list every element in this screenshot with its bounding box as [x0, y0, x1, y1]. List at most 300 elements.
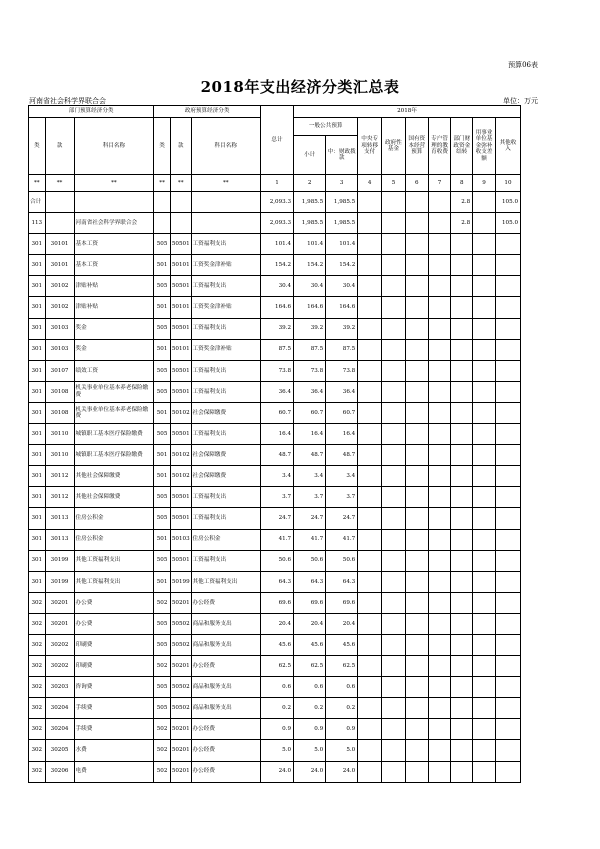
organization-name: 河南省社会科学界联合会 [29, 97, 106, 105]
cell-gov-kuan: 50502 [170, 677, 191, 698]
table-row [29, 402, 521, 423]
form-number: 预算06表 [508, 61, 538, 69]
cell-kuan: 30112 [45, 487, 74, 508]
cell-gov-subject-name: 工资福利支出 [191, 318, 260, 339]
cell-total: 164.6 [260, 297, 293, 318]
header-other-income: 其他收入 [495, 118, 520, 175]
cell-lei: 302 [29, 613, 46, 634]
cell-state-capital [405, 487, 428, 508]
table-row [29, 571, 521, 592]
cell-fiscal: 60.7 [326, 402, 358, 423]
cell-undertaking-fund [473, 276, 496, 297]
cell-other-income [495, 234, 520, 255]
cell-subtotal: 62.5 [294, 656, 326, 677]
cell-fiscal: 0.9 [326, 719, 358, 740]
cell-other-income [495, 677, 520, 698]
cell-special-fee [428, 487, 451, 508]
cell-state-capital [405, 255, 428, 276]
cell-undertaking-fund [473, 381, 496, 402]
cell-other-income [495, 339, 520, 360]
cell-gov-fund [382, 276, 406, 297]
cell-dept-balance [451, 360, 473, 381]
cell-total: 0.6 [260, 677, 293, 698]
cell-lei: 301 [29, 508, 46, 529]
cell-kuan: 30206 [45, 761, 74, 782]
cell-kuan: 30103 [45, 339, 74, 360]
cell-special-fee [428, 761, 451, 782]
cell-kuan: 30113 [45, 508, 74, 529]
cell-fiscal: 48.7 [326, 445, 358, 466]
cell-gov-fund [382, 634, 406, 655]
cell-gov-subject-name: 住房公积金 [191, 529, 260, 550]
cell-subtotal: 5.0 [294, 740, 326, 761]
cell-special-fee [428, 297, 451, 318]
cell-other-income [495, 255, 520, 276]
cell-kuan: 30101 [45, 234, 74, 255]
header-subtotal: 小计 [294, 136, 326, 175]
cell-undertaking-fund [473, 613, 496, 634]
cell-lei: 301 [29, 381, 46, 402]
cell-dept-balance [451, 613, 473, 634]
cell-gov-subject-name: 工资福利支出 [191, 234, 260, 255]
cell-dept-balance [451, 424, 473, 445]
cell-total: 62.5 [260, 656, 293, 677]
cell-undertaking-fund [473, 761, 496, 782]
cell-gov-fund [382, 656, 406, 677]
cell-other-income [495, 424, 520, 445]
cell-gov-fund [382, 740, 406, 761]
cell-gov-lei: 505 [154, 424, 171, 445]
cell-fiscal: 3.7 [326, 487, 358, 508]
cell-subject-name: 其他社会保障缴费 [74, 487, 154, 508]
cell-subtotal: 16.4 [294, 424, 326, 445]
cell-kuan [45, 192, 74, 213]
cell-kuan: 30110 [45, 445, 74, 466]
code-cell-undertaking-fund: 9 [473, 175, 496, 192]
cell-other-income [495, 740, 520, 761]
cell-subtotal: 20.4 [294, 613, 326, 634]
cell-gov-fund [382, 339, 406, 360]
cell-gov-subject-name: 办公经费 [191, 719, 260, 740]
cell-undertaking-fund [473, 402, 496, 423]
cell-subject-name: 印刷费 [74, 634, 154, 655]
table-row [29, 192, 521, 213]
cell-gov-kuan: 50103 [170, 529, 191, 550]
table-row [29, 360, 521, 381]
cell-gov-fund [382, 213, 406, 234]
code-cell-central-transfer: 4 [358, 175, 382, 192]
cell-state-capital [405, 761, 428, 782]
cell-other-income [495, 529, 520, 550]
cell-undertaking-fund [473, 719, 496, 740]
cell-other-income [495, 360, 520, 381]
cell-gov-kuan [170, 192, 191, 213]
cell-fiscal: 16.4 [326, 424, 358, 445]
cell-special-fee [428, 276, 451, 297]
code-cell-gov-lei: ** [154, 175, 171, 192]
cell-gov-kuan: 50501 [170, 508, 191, 529]
cell-gov-subject-name: 办公经费 [191, 761, 260, 782]
cell-gov-fund [382, 613, 406, 634]
cell-special-fee [428, 529, 451, 550]
cell-other-income [495, 634, 520, 655]
cell-undertaking-fund [473, 740, 496, 761]
cell-gov-lei: 501 [154, 466, 171, 487]
cell-central-transfer [358, 466, 382, 487]
cell-subject-name: 办公费 [74, 613, 154, 634]
cell-gov-subject-name [191, 213, 260, 234]
cell-lei: 301 [29, 318, 46, 339]
cell-central-transfer [358, 634, 382, 655]
cell-central-transfer [358, 656, 382, 677]
cell-dept-balance [451, 677, 473, 698]
cell-special-fee [428, 192, 451, 213]
cell-total: 101.4 [260, 234, 293, 255]
header-year: 2018年 [294, 106, 521, 118]
cell-total: 24.7 [260, 508, 293, 529]
cell-special-fee [428, 550, 451, 571]
cell-undertaking-fund [473, 192, 496, 213]
cell-central-transfer [358, 255, 382, 276]
cell-state-capital [405, 276, 428, 297]
cell-gov-kuan: 50102 [170, 445, 191, 466]
table-row [29, 592, 521, 613]
cell-fiscal: 101.4 [326, 234, 358, 255]
cell-subtotal: 87.5 [294, 339, 326, 360]
cell-other-income [495, 508, 520, 529]
cell-gov-lei: 505 [154, 276, 171, 297]
cell-subtotal: 24.0 [294, 761, 326, 782]
cell-gov-fund [382, 698, 406, 719]
cell-fiscal: 24.0 [326, 761, 358, 782]
code-cell-subject-name: ** [74, 175, 154, 192]
cell-gov-kuan: 50501 [170, 487, 191, 508]
cell-state-capital [405, 677, 428, 698]
cell-other-income [495, 445, 520, 466]
cell-other-income [495, 761, 520, 782]
cell-lei: 302 [29, 761, 46, 782]
cell-gov-fund [382, 571, 406, 592]
cell-gov-fund [382, 360, 406, 381]
cell-kuan: 30108 [45, 381, 74, 402]
cell-gov-fund [382, 318, 406, 339]
cell-gov-kuan: 50502 [170, 634, 191, 655]
cell-gov-fund [382, 255, 406, 276]
cell-lei: 301 [29, 402, 46, 423]
header-general-budget: 一般公共预算 [294, 118, 358, 136]
cell-gov-fund [382, 487, 406, 508]
cell-special-fee [428, 255, 451, 276]
cell-total: 2,093.3 [260, 192, 293, 213]
cell-dept-balance [451, 761, 473, 782]
cell-undertaking-fund [473, 318, 496, 339]
cell-kuan: 30202 [45, 634, 74, 655]
cell-undertaking-fund [473, 592, 496, 613]
cell-subject-name: 其他社会保障缴费 [74, 466, 154, 487]
cell-gov-kuan: 50501 [170, 381, 191, 402]
cell-gov-lei: 501 [154, 402, 171, 423]
cell-central-transfer [358, 381, 382, 402]
header-lei: 类 [29, 118, 46, 175]
cell-lei: 302 [29, 592, 46, 613]
cell-lei: 301 [29, 571, 46, 592]
cell-dept-balance [451, 445, 473, 466]
cell-total: 48.7 [260, 445, 293, 466]
cell-other-income [495, 550, 520, 571]
cell-gov-kuan: 50101 [170, 297, 191, 318]
cell-central-transfer [358, 402, 382, 423]
cell-subtotal: 45.6 [294, 634, 326, 655]
cell-gov-kuan: 50201 [170, 719, 191, 740]
cell-state-capital [405, 592, 428, 613]
cell-gov-lei: 501 [154, 571, 171, 592]
cell-gov-kuan: 50102 [170, 466, 191, 487]
cell-fiscal: 164.6 [326, 297, 358, 318]
cell-undertaking-fund [473, 571, 496, 592]
cell-lei: 301 [29, 424, 46, 445]
cell-gov-lei: 505 [154, 613, 171, 634]
cell-fiscal: 1,985.5 [326, 213, 358, 234]
cell-subject-name: 基本工资 [74, 255, 154, 276]
header-dept-balance: 部门财政资金结转 [451, 118, 473, 175]
cell-lei: 113 [29, 213, 46, 234]
cell-other-income [495, 656, 520, 677]
cell-subject-name: 城镇职工基本医疗保险缴费 [74, 445, 154, 466]
cell-gov-lei: 505 [154, 360, 171, 381]
cell-undertaking-fund [473, 339, 496, 360]
cell-gov-kuan: 50501 [170, 550, 191, 571]
header-state-capital: 国有资本经营预算 [405, 118, 428, 175]
cell-special-fee [428, 339, 451, 360]
cell-other-income [495, 613, 520, 634]
cell-dept-balance [451, 592, 473, 613]
cell-total: 24.0 [260, 761, 293, 782]
header-dept-class: 部门预算经济分类 [29, 106, 154, 118]
cell-fiscal: 73.8 [326, 360, 358, 381]
cell-fiscal: 62.5 [326, 656, 358, 677]
cell-undertaking-fund [473, 529, 496, 550]
cell-subject-name: 城镇职工基本医疗保险缴费 [74, 424, 154, 445]
cell-other-income: 105.0 [495, 213, 520, 234]
cell-subtotal: 41.7 [294, 529, 326, 550]
cell-subtotal: 3.4 [294, 466, 326, 487]
cell-state-capital [405, 234, 428, 255]
table-row [29, 529, 521, 550]
header-subject-name: 科目名称 [74, 118, 154, 175]
cell-gov-subject-name: 商品和服务支出 [191, 634, 260, 655]
table-row [29, 656, 521, 677]
cell-total: 20.4 [260, 613, 293, 634]
header-gov-class: 政府预算经济分类 [154, 106, 261, 118]
cell-gov-subject-name: 工资福利支出 [191, 550, 260, 571]
table-row [29, 424, 521, 445]
cell-lei: 302 [29, 677, 46, 698]
cell-central-transfer [358, 339, 382, 360]
table-row [29, 508, 521, 529]
cell-gov-fund [382, 381, 406, 402]
cell-total: 60.7 [260, 402, 293, 423]
cell-lei: 合计 [29, 192, 46, 213]
cell-state-capital [405, 740, 428, 761]
cell-undertaking-fund [473, 677, 496, 698]
cell-central-transfer [358, 719, 382, 740]
cell-dept-balance [451, 571, 473, 592]
table-row [29, 445, 521, 466]
cell-gov-lei: 505 [154, 677, 171, 698]
cell-gov-fund [382, 719, 406, 740]
cell-lei: 302 [29, 740, 46, 761]
cell-other-income [495, 487, 520, 508]
cell-gov-fund [382, 297, 406, 318]
cell-subtotal: 24.7 [294, 508, 326, 529]
cell-subtotal: 1,985.5 [294, 213, 326, 234]
cell-subtotal: 101.4 [294, 234, 326, 255]
cell-subject-name: 机关事业单位基本养老保险缴费 [74, 381, 154, 402]
cell-dept-balance [451, 529, 473, 550]
cell-lei: 301 [29, 360, 46, 381]
cell-gov-subject-name: 社会保障缴费 [191, 445, 260, 466]
cell-other-income [495, 719, 520, 740]
cell-special-fee [428, 234, 451, 255]
cell-central-transfer [358, 592, 382, 613]
cell-subject-name: 电费 [74, 761, 154, 782]
cell-gov-kuan: 50201 [170, 656, 191, 677]
cell-gov-kuan: 50501 [170, 276, 191, 297]
cell-gov-lei: 501 [154, 339, 171, 360]
cell-central-transfer [358, 508, 382, 529]
cell-kuan: 30199 [45, 550, 74, 571]
cell-total: 36.4 [260, 381, 293, 402]
cell-total: 2,093.3 [260, 213, 293, 234]
cell-state-capital [405, 466, 428, 487]
cell-kuan: 30101 [45, 255, 74, 276]
cell-subject-name: 其他工资福利支出 [74, 550, 154, 571]
cell-subtotal: 1,985.5 [294, 192, 326, 213]
cell-other-income [495, 466, 520, 487]
cell-total: 73.8 [260, 360, 293, 381]
cell-state-capital [405, 381, 428, 402]
cell-fiscal: 39.2 [326, 318, 358, 339]
cell-gov-subject-name: 工资奖金津补贴 [191, 339, 260, 360]
cell-lei: 301 [29, 529, 46, 550]
cell-gov-subject-name: 工资奖金津补贴 [191, 297, 260, 318]
cell-fiscal: 45.6 [326, 634, 358, 655]
code-cell-other-income: 10 [495, 175, 520, 192]
cell-other-income [495, 381, 520, 402]
cell-kuan: 30107 [45, 360, 74, 381]
cell-gov-lei: 505 [154, 234, 171, 255]
cell-central-transfer [358, 761, 382, 782]
cell-central-transfer [358, 297, 382, 318]
cell-dept-balance [451, 656, 473, 677]
header-total: 总计 [260, 106, 293, 175]
cell-dept-balance [451, 276, 473, 297]
cell-gov-lei: 501 [154, 529, 171, 550]
cell-gov-kuan: 50201 [170, 740, 191, 761]
table-row [29, 698, 521, 719]
cell-total: 64.3 [260, 571, 293, 592]
code-cell-state-capital: 6 [405, 175, 428, 192]
cell-fiscal: 24.7 [326, 508, 358, 529]
cell-gov-lei: 505 [154, 381, 171, 402]
cell-gov-subject-name: 商品和服务支出 [191, 698, 260, 719]
cell-total: 5.0 [260, 740, 293, 761]
cell-subject-name: 基本工资 [74, 234, 154, 255]
cell-gov-lei: 502 [154, 592, 171, 613]
unit-label: 单位：万元 [503, 97, 538, 105]
cell-undertaking-fund [473, 234, 496, 255]
cell-state-capital [405, 698, 428, 719]
cell-total: 3.7 [260, 487, 293, 508]
header-gov-fund: 政府性基金 [382, 118, 406, 175]
cell-gov-subject-name: 工资奖金津补贴 [191, 255, 260, 276]
cell-subject-name: 手续费 [74, 719, 154, 740]
cell-gov-kuan: 50502 [170, 698, 191, 719]
cell-subtotal: 69.6 [294, 592, 326, 613]
cell-dept-balance [451, 402, 473, 423]
table-row [29, 719, 521, 740]
code-cell-special-fee: 7 [428, 175, 451, 192]
page-title: 2018年支出经济分类汇总表 [200, 78, 400, 96]
cell-special-fee [428, 402, 451, 423]
cell-gov-kuan: 50501 [170, 318, 191, 339]
cell-gov-kuan: 50201 [170, 761, 191, 782]
cell-lei: 301 [29, 445, 46, 466]
cell-central-transfer [358, 276, 382, 297]
cell-special-fee [428, 571, 451, 592]
cell-gov-fund [382, 466, 406, 487]
cell-total: 87.5 [260, 339, 293, 360]
cell-other-income [495, 698, 520, 719]
cell-subject-name: 绩效工资 [74, 360, 154, 381]
table-row [29, 613, 521, 634]
cell-special-fee [428, 213, 451, 234]
cell-undertaking-fund [473, 445, 496, 466]
cell-dept-balance [451, 255, 473, 276]
cell-undertaking-fund [473, 487, 496, 508]
cell-other-income [495, 402, 520, 423]
cell-lei: 302 [29, 719, 46, 740]
cell-gov-lei: 502 [154, 719, 171, 740]
cell-total: 39.2 [260, 318, 293, 339]
cell-central-transfer [358, 445, 382, 466]
cell-kuan: 30108 [45, 402, 74, 423]
cell-gov-lei [154, 192, 171, 213]
cell-gov-lei: 505 [154, 508, 171, 529]
cell-lei: 301 [29, 276, 46, 297]
cell-special-fee [428, 698, 451, 719]
header-central-transfer: 中央专项转移支付 [358, 118, 382, 175]
cell-undertaking-fund [473, 634, 496, 655]
cell-state-capital [405, 634, 428, 655]
cell-gov-subject-name: 办公经费 [191, 740, 260, 761]
cell-lei: 301 [29, 234, 46, 255]
code-cell-gov-kuan: ** [170, 175, 191, 192]
cell-total: 50.6 [260, 550, 293, 571]
header-lei-2: 类 [154, 118, 171, 175]
cell-lei: 302 [29, 634, 46, 655]
cell-subject-name: 奖金 [74, 318, 154, 339]
cell-gov-subject-name [191, 192, 260, 213]
cell-subtotal: 36.4 [294, 381, 326, 402]
cell-gov-kuan: 50101 [170, 255, 191, 276]
cell-gov-kuan: 50199 [170, 571, 191, 592]
cell-undertaking-fund [473, 297, 496, 318]
cell-subject-name: 办公费 [74, 592, 154, 613]
cell-central-transfer [358, 487, 382, 508]
cell-kuan: 30202 [45, 656, 74, 677]
cell-state-capital [405, 571, 428, 592]
